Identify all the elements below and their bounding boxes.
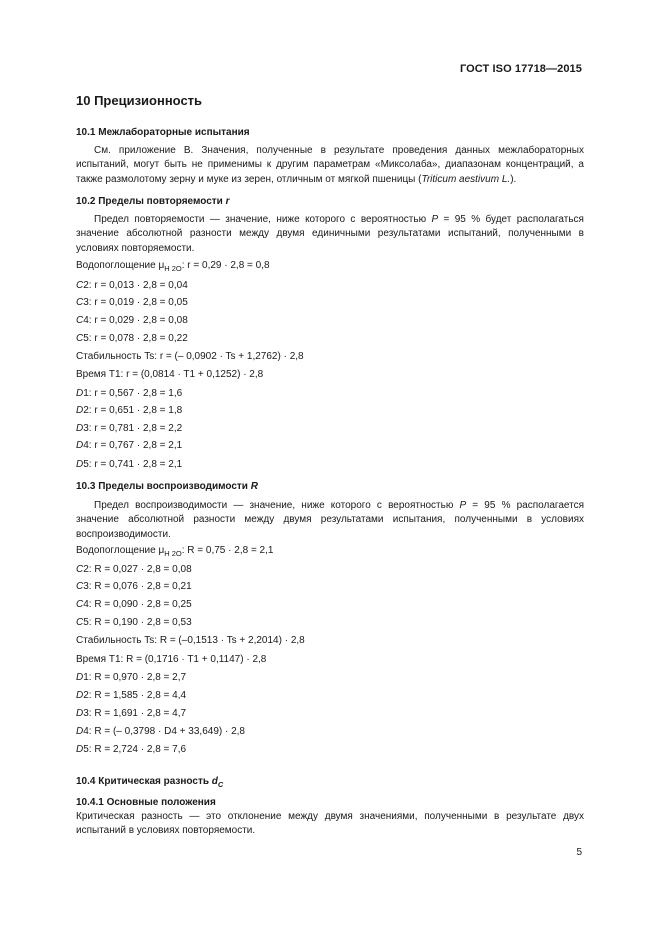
- water-formula: : r = 0,29 · 2,8 = 0,8: [181, 260, 270, 271]
- s10-2-line: [76, 315, 188, 327]
- s10-2-line: [76, 440, 182, 452]
- section-10-3-text: [76, 499, 584, 542]
- s10-2-line: [76, 388, 182, 400]
- section-10-3-title: [76, 481, 258, 492]
- section-10-3-text-b: = 95 % располагается значение абсолютной разности между двумя результатами испытания, полученными в условиях воспроизводимости.: [76, 500, 584, 540]
- species-name: Triticum aestivum L.: [421, 173, 511, 185]
- line-formula: 2: r = 0,013 · 2,8 = 0,04: [83, 280, 188, 291]
- s10-3-line: [76, 690, 186, 702]
- line-formula: 2: r = 0,651 · 2,8 = 1,8: [83, 405, 183, 416]
- section-10-3-text-p: P: [459, 500, 467, 511]
- line-formula: 1: R = 0,970 · 2,8 = 2,7: [83, 672, 187, 683]
- line-formula: Стабильность Ts: r = (– 0,0902 · Ts + 1,2762) · 2,8: [76, 351, 304, 362]
- water-label: Водопоглощение: [76, 545, 159, 556]
- line-var: C: [76, 564, 84, 575]
- mu-symbol: μ: [158, 260, 165, 271]
- line-formula: 4: r = 0,767 · 2,8 = 2,1: [83, 440, 183, 451]
- s10-3-line: [76, 581, 192, 593]
- s10-2-line: [76, 297, 188, 309]
- line-var: D: [76, 726, 84, 737]
- s10-3-line: [76, 744, 186, 756]
- line-var: D: [76, 440, 84, 451]
- line-var: C: [76, 581, 84, 592]
- line-formula: Стабильность Ts: R = (–0,1513 · Ts + 2,2014) · 2,8: [76, 635, 305, 646]
- line-var: D: [76, 708, 84, 719]
- s10-3-line: [76, 708, 186, 720]
- section-10-1-text: [76, 144, 584, 187]
- line-formula: 4: r = 0,029 · 2,8 = 0,08: [83, 315, 188, 326]
- water-subscript: H 2O: [164, 549, 182, 558]
- section-10-4-title-var: d: [211, 776, 218, 787]
- line-formula: 3: r = 0,781 · 2,8 = 2,2: [83, 423, 183, 434]
- s10-3-line: [76, 654, 266, 666]
- section-10-2-text-a: Предел повторяемости — значение, ниже которого с вероятностью: [94, 214, 432, 225]
- line-var: C: [76, 617, 84, 628]
- water-subscript: H 2O: [164, 264, 182, 273]
- line-formula: 4: R = (– 0,3798 · D4 + 33,649) · 2,8: [83, 726, 245, 737]
- line-var: D: [76, 459, 84, 470]
- line-formula: 4: R = 0,090 · 2,8 = 0,25: [83, 599, 192, 610]
- line-formula: 5: r = 0,078 · 2,8 = 0,22: [83, 333, 188, 344]
- line-formula: 2: R = 1,585 · 2,8 = 4,4: [83, 690, 187, 701]
- section-10-4-1-title: 10.4.1 Основные положения: [76, 797, 216, 808]
- section-10-3-title-text: 10.3 Пределы воспроизводимости: [76, 481, 251, 492]
- s10-3-line: [76, 726, 245, 738]
- section-10-4-1-text: Критическая разность — это отклонение между двумя значениями, полученными в результате двух испытаний в условиях повторяемости.: [76, 811, 584, 837]
- section-10-4-title-text: 10.4 Критическая разность: [76, 776, 212, 787]
- s10-3-line: [76, 599, 192, 611]
- line-var: C: [76, 280, 84, 291]
- s10-2-line: [76, 405, 182, 417]
- section-10-2-text-p: P: [431, 214, 439, 225]
- s10-3-water-absorption: [76, 545, 273, 557]
- section-10-1-text-b: ).: [510, 173, 517, 185]
- line-formula: Время T1: R = (0,1716 · T1 + 0,1147) · 2,8: [76, 654, 267, 665]
- s10-2-water-absorption: [76, 260, 270, 272]
- s10-2-line: [76, 369, 263, 381]
- s10-3-line: [76, 635, 305, 647]
- s10-2-line: [76, 423, 182, 435]
- line-var: C: [76, 599, 84, 610]
- s10-2-line: [76, 333, 188, 345]
- section-10-1-text-a: См. приложение B. Значения, полученные в результате проведения данных межлабораторных испытаний, могут быть не применимы к другим параметрам «Миксолаба», диапазонам концентраций, а также размолотому зерну и муке из зерен, отличным от мягкой пшеницы (: [76, 145, 584, 185]
- document-id: ГОСТ ISO 17718—2015: [459, 63, 582, 75]
- line-formula: 1: r = 0,567 · 2,8 = 1,6: [83, 388, 183, 399]
- line-formula: 3: R = 0,076 · 2,8 = 0,21: [83, 581, 192, 592]
- line-var: C: [76, 315, 84, 326]
- s10-2-line: [76, 351, 304, 363]
- line-formula: 3: R = 1,691 · 2,8 = 4,7: [83, 708, 187, 719]
- line-var: D: [76, 405, 84, 416]
- s10-3-line: [76, 564, 192, 576]
- line-formula: 3: r = 0,019 · 2,8 = 0,05: [83, 297, 188, 308]
- section-10-2-title-text: 10.2 Пределы повторяемости: [76, 196, 226, 207]
- water-label: Водопоглощение: [76, 260, 159, 271]
- section-10-4-title: [76, 776, 223, 787]
- line-formula: 5: r = 0,741 · 2,8 = 2,1: [83, 459, 183, 470]
- line-var: C: [76, 297, 84, 308]
- section-10-2-title-var: r: [225, 196, 230, 207]
- water-formula: : R = 0,75 · 2,8 = 2,1: [181, 545, 274, 556]
- s10-2-line: [76, 280, 188, 292]
- s10-2-line: [76, 459, 182, 471]
- s10-3-line: [76, 672, 186, 684]
- section-10-2-title: [76, 196, 230, 207]
- line-var: D: [76, 690, 84, 701]
- section-10-1-title: 10.1 Межлабораторные испытания: [76, 127, 250, 138]
- section-10-3-text-a: Предел воспроизводимости — значение, ниже которого с вероятностью: [94, 500, 460, 511]
- line-formula: Время T1: r = (0,0814 · T1 + 0,1252) · 2,8: [76, 369, 264, 380]
- line-var: D: [76, 388, 84, 399]
- section-10-4-title-sub: C: [217, 780, 224, 789]
- mu-symbol: μ: [158, 545, 165, 556]
- line-var: D: [76, 744, 84, 755]
- page-number: 5: [576, 847, 582, 858]
- line-var: D: [76, 672, 84, 683]
- line-formula: 5: R = 0,190 · 2,8 = 0,53: [83, 617, 192, 628]
- line-var: C: [76, 333, 84, 344]
- line-formula: 5: R = 2,724 · 2,8 = 7,6: [83, 744, 187, 755]
- line-var: D: [76, 423, 84, 434]
- section-10-3-title-var: R: [250, 481, 258, 492]
- section-10-2-text: [76, 213, 584, 256]
- s10-3-line: [76, 617, 192, 629]
- section-10-title: 10 Прецизионность: [76, 93, 203, 108]
- section-10-2-text-b: = 95 % будет располагаться значение абсолютной разности между двумя единичными результатами испытаний, полученными в условиях повторяемости.: [76, 214, 584, 254]
- line-formula: 2: R = 0,027 · 2,8 = 0,08: [83, 564, 192, 575]
